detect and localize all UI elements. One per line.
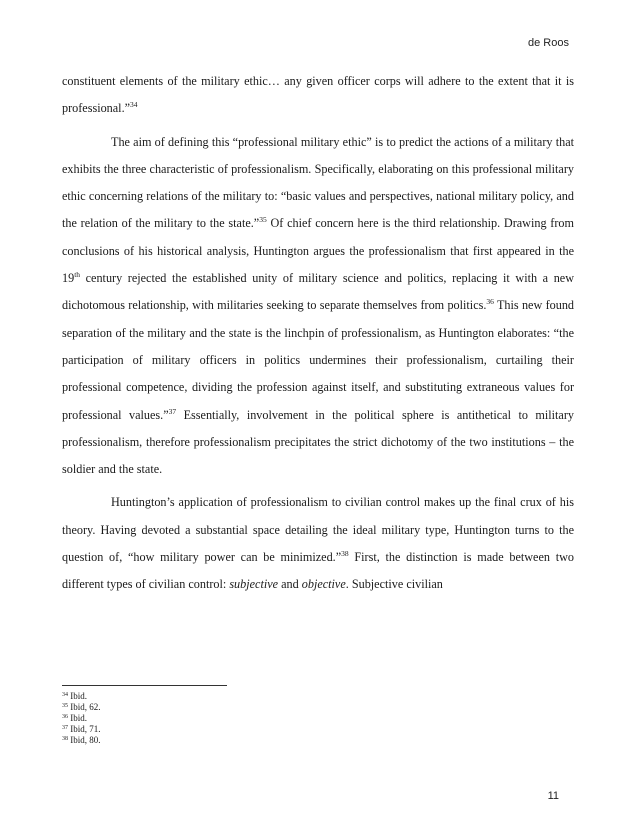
footnote-text: Ibid. [68, 713, 87, 723]
paragraph-text: . Subjective civilian [345, 577, 443, 592]
paragraph-2 [62, 129, 574, 484]
footnote-text: Ibid, 80. [68, 735, 101, 745]
paragraph-text: century rejected the established unity of military science and politics, replacing it with a new dichotomous relationship, with militaries seeking to separate themselves from politics. [62, 271, 574, 313]
footnote [62, 735, 101, 746]
paragraph-text: constituent elements of the military ethic… any given officer corps will adhere to the extent that it is professional.” [62, 74, 574, 116]
footnote-number: 37 [62, 725, 68, 731]
footnote [62, 702, 101, 713]
paragraph-text: Huntington’s application of professionalism to civilian control makes up the final crux of his theory. Having devoted a substantial space detailing the ideal military type, Huntington turns to the question of, “how military power can be minimized.” [62, 495, 574, 565]
emphasis-subjective: subjective [229, 577, 279, 592]
paragraph-text: This new found separation of the military and the state is the linchpin of professionalism, as Huntington elaborates: “the participation of military officers in politics undermines their professionalism, curtailing their professional competence, dividing the profession against itself, and substituting extraneous values for professional values.” [62, 298, 575, 422]
paragraph-text: First, the distinction is made between two different types of civilian control: [62, 550, 574, 592]
footnote-ref: 38 [341, 549, 349, 559]
footnote-text: Ibid, 71. [68, 724, 101, 734]
paragraph-1 [62, 68, 574, 123]
paragraph-text: Of chief concern here is the third relationship. Drawing from conclusions of his historical analysis, Huntington argues the professionalism that first appeared in the 19 [62, 216, 574, 286]
running-header: de Roos [528, 37, 569, 49]
body-text [62, 68, 574, 599]
footnote-number: 34 [62, 692, 68, 698]
footnote-text: Ibid, 62. [68, 702, 101, 712]
footnote-ref: 37 [168, 406, 177, 416]
footnote-ref: 34 [130, 100, 138, 110]
footnotes [62, 691, 101, 746]
page-number: 11 [547, 790, 559, 802]
footnote-ref: 36 [486, 297, 494, 307]
paragraph-text: Essentially, involvement in the political sphere is antithetical to military professionalism, therefore professionalism precipitates the strict dichotomy of the two institutions – the soldier and the state. [62, 407, 574, 477]
footnote-number: 38 [62, 736, 68, 742]
footnote-text: Ibid. [68, 691, 87, 701]
footnote-separator [62, 685, 227, 686]
footnote [62, 713, 101, 724]
footnote-ref: 35 [259, 215, 267, 225]
emphasis-objective: objective [301, 577, 346, 592]
ordinal-suffix: th [74, 270, 81, 280]
paragraph-text: and [278, 577, 302, 592]
footnote-number: 35 [62, 703, 68, 709]
footnote [62, 724, 101, 735]
paragraph-text: The aim of defining this “professional military ethic” is to predict the actions of a military that exhibits the three characteristic of professionalism. Specifically, elaborating on this professional military ethic concerning relations of the military to: “basic values and perspectives, national military policy, and the relation of the military to the state.” [62, 134, 574, 231]
footnote [62, 691, 101, 702]
paragraph-3 [62, 489, 574, 598]
footnote-number: 36 [62, 714, 68, 720]
